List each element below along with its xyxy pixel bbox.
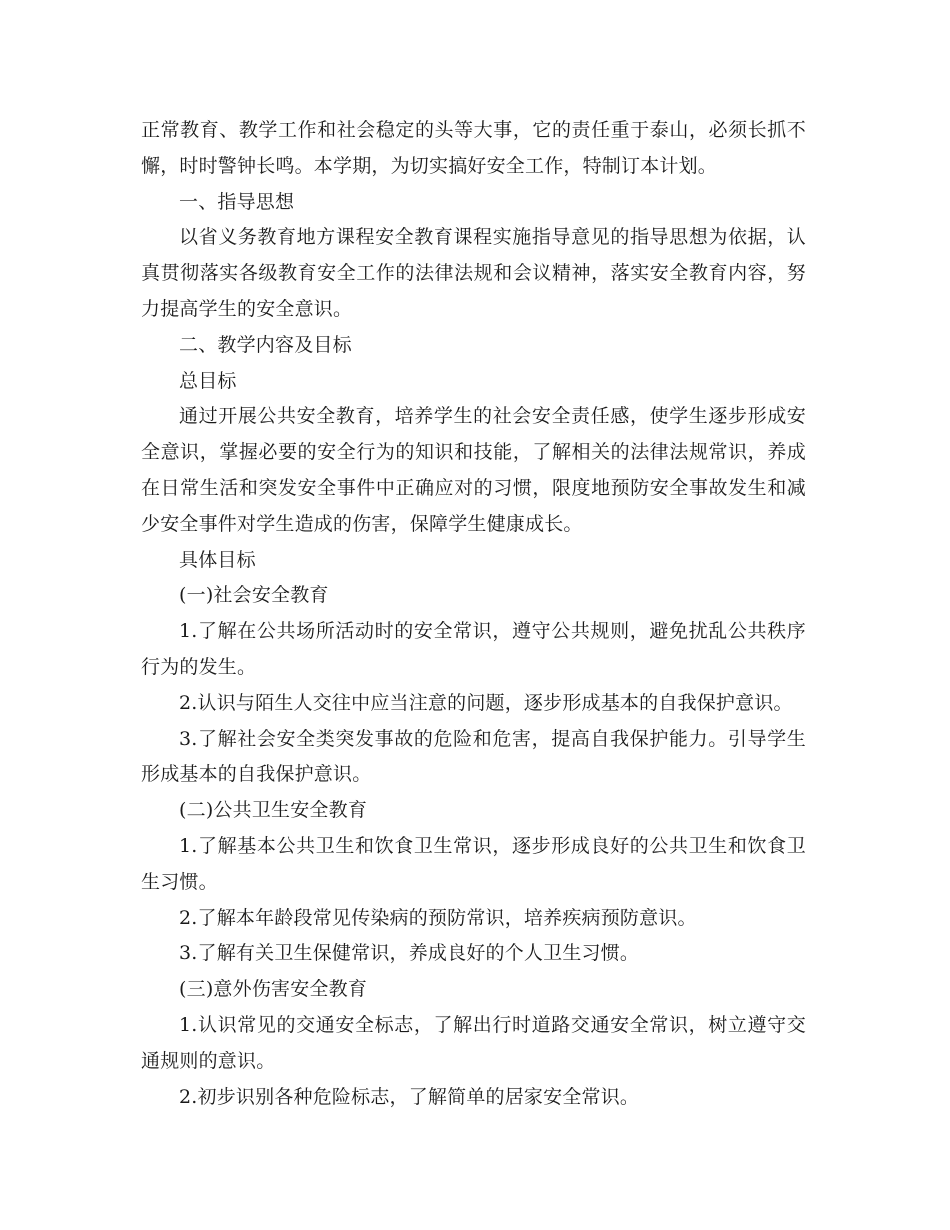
list-item: 2.了解本年龄段常见传染病的预防常识，培养疾病预防意识。 bbox=[179, 906, 697, 929]
body-paragraph: 以省义务教育地方课程安全教育课程实施指导意见的指导思想为依据，认真贯彻落实各级教育安全工作的法律法规和会议精神，落实安全教育内容，努力提高学生的安全意识。 bbox=[141, 226, 806, 320]
subheading-specific-goals: 具体目标 bbox=[179, 548, 256, 571]
body-paragraph: 正常教育、教学工作和社会稳定的头等大事，它的责任重于泰山，必须长抓不懈，时时警钟长鸣。本学期，为切实搞好安全工作，特制订本计划。 bbox=[141, 119, 806, 177]
section-heading-guiding-ideology: 一、指导思想 bbox=[179, 190, 295, 213]
section-heading-teaching-content: 二、教学内容及目标 bbox=[179, 333, 352, 356]
list-item: 1.了解在公共场所活动时的安全常识，遵守公共规则，避免扰乱公共秩序行为的发生。 bbox=[141, 620, 806, 678]
list-item: 2.认识与陌生人交往中应当注意的问题，逐步形成基本的自我保护意识。 bbox=[179, 691, 793, 714]
body-paragraph: 通过开展公共安全教育，培养学生的社会安全责任感，使学生逐步形成安全意识，掌握必要的安全行为的知识和技能，了解相关的法律法规常识，养成在日常生活和突发安全事件中正确应对的习惯，限度地预防安全事故发生和减少安全事件对学生造成的伤害，保障学生健康成长。 bbox=[141, 405, 806, 535]
subheading-public-health: (二)公共卫生安全教育 bbox=[179, 799, 368, 822]
subheading-accident-safety: (三)意外伤害安全教育 bbox=[179, 978, 368, 1001]
list-item: 1.认识常见的交通安全标志，了解出行时道路交通安全常识，树立遵守交通规则的意识。 bbox=[141, 1013, 806, 1072]
list-item: 1.了解基本公共卫生和饮食卫生常识，逐步形成良好的公共卫生和饮食卫生习惯。 bbox=[141, 834, 806, 893]
list-item: 3.了解有关卫生保健常识，养成良好的个人卫生习惯。 bbox=[179, 942, 640, 965]
subheading-social-safety: (一)社会安全教育 bbox=[179, 584, 329, 607]
document-body bbox=[141, 113, 806, 1115]
list-item: 2.初步识别各种危险标志，了解简单的居家安全常识。 bbox=[179, 1085, 640, 1108]
list-item: 3.了解社会安全类突发事故的危险和危害，提高自我保护能力。引导学生形成基本的自我保护意识。 bbox=[141, 727, 806, 786]
subheading-overall-goal: 总目标 bbox=[179, 369, 237, 392]
